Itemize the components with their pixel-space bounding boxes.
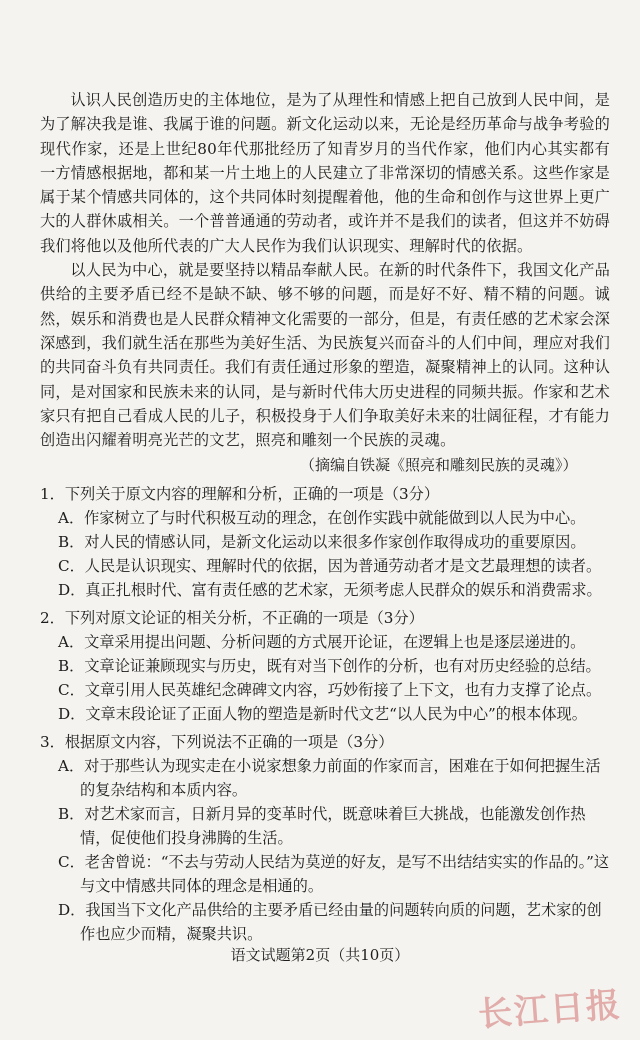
page-footer: 语文试题第2页（共10页） bbox=[230, 946, 410, 964]
option-b: B．对艺术家而言，日新月异的变革时代，既意味着巨大挑战，也能激发创作热情，促使他们投身沸腾的生活。 bbox=[58, 805, 586, 847]
passage-paragraph-1: 认识人民创造历史的主体地位，是为了从理性和情感上把自己放到人民中间，是为了解决我是谁、我属于谁的问题。新文化运动以来，无论是经历革命与战争考验的现代作家，还是上世纪80年代那批经历了知青岁月的当代作家，他们内心其实都有一方情感根据地，都和某一片土地上的人民建立了非常深切的情感关系。这些作家是属于某个情感共同体的，这个共同体时刻提醒着他，他的生命和创作与这世界上更广大的人群休戚相关。一个普普通通的劳动者，或许并不是我们的读者，但这并不妨碍我们将他以及他所代表的广大人民作为我们认识现实、理解时代的依据。 bbox=[40, 91, 610, 255]
option-b: B．对人民的情感认同，是新文化运动以来很多作家创作取得成功的重要原因。 bbox=[58, 533, 586, 551]
option-c: C．老舍曾说：“不去与劳动人民结为莫逆的好友，是写不出结结实实的作品的。”这与文中情感共同体的理念是相通的。 bbox=[58, 853, 610, 895]
reading-passage bbox=[40, 88, 610, 452]
passage-source: （摘编自铁凝《照亮和雕刻民族的灵魂》） bbox=[300, 456, 578, 474]
question-3 bbox=[40, 730, 612, 946]
question-stem: 2．下列对原文论证的相关分析，不正确的一项是（3分） bbox=[40, 609, 424, 627]
option-b: B．文章论证兼顾现实与历史，既有对当下创作的分析，也有对历史经验的总结。 bbox=[58, 657, 601, 675]
option-a: A．文章采用提出问题、分析问题的方式展开论证，在逻辑上也是逐层递进的。 bbox=[58, 633, 586, 651]
option-d: D．我国当下文化产品供给的主要矛盾已经由量的问题转向质的问题，艺术家的创作也应少而精，凝聚共识。 bbox=[58, 901, 602, 943]
option-c: C．文章引用人民英雄纪念碑碑文内容，巧妙衔接了上下文，也有力支撑了论点。 bbox=[58, 681, 602, 699]
newspaper-watermark: 长江日报 bbox=[476, 985, 624, 1035]
option-a: A．作家树立了与时代积极互动的理念，在创作实践中就能做到以人民为中心。 bbox=[58, 509, 586, 527]
question-list bbox=[40, 482, 612, 950]
question-1 bbox=[40, 482, 612, 602]
passage-paragraph-2: 以人民为中心，就是要坚持以精品奉献人民。在新的时代条件下，我国文化产品供给的主要矛盾已经不是缺不缺、够不够的问题，而是好不好、精不精的问题。诚然，娱乐和消费也是人民群众精神文化需要的一部分，但是，有责任感的艺术家会深深感到，我们就生活在那些为美好生活、为民族复兴而奋斗的人们中间，理应对我们的共同奋斗负有共同责任。我们有责任通过形象的塑造，凝聚精神上的认同。这种认同，是对国家和民族未来的认同，是与新时代伟大历史进程的同频共振。作家和艺术家只有把自己看成人民的儿子，积极投身于人们争取美好未来的壮阔征程，才有能力创造出闪耀着明亮光芒的文艺，照亮和雕刻一个民族的灵魂。 bbox=[40, 261, 610, 450]
option-c: C．人民是认识现实、理解时代的依据，因为普通劳动者才是文艺最理想的读者。 bbox=[58, 557, 602, 575]
question-2 bbox=[40, 606, 612, 726]
question-stem: 3．根据原文内容，下列说法不正确的一项是（3分） bbox=[40, 733, 394, 751]
option-a: A．对于那些认为现实走在小说家想象力前面的作家而言，困难在于如何把握生活的复杂结构和本质内容。 bbox=[58, 757, 601, 799]
option-d: D．文章末段论证了正面人物的塑造是新时代文艺“以人民为中心”的根本体现。 bbox=[58, 705, 587, 723]
question-stem: 1．下列关于原文内容的理解和分析，正确的一项是（3分） bbox=[40, 485, 440, 503]
option-d: D．真正扎根时代、富有责任感的艺术家，无须考虑人民群众的娱乐和消费需求。 bbox=[58, 581, 602, 599]
